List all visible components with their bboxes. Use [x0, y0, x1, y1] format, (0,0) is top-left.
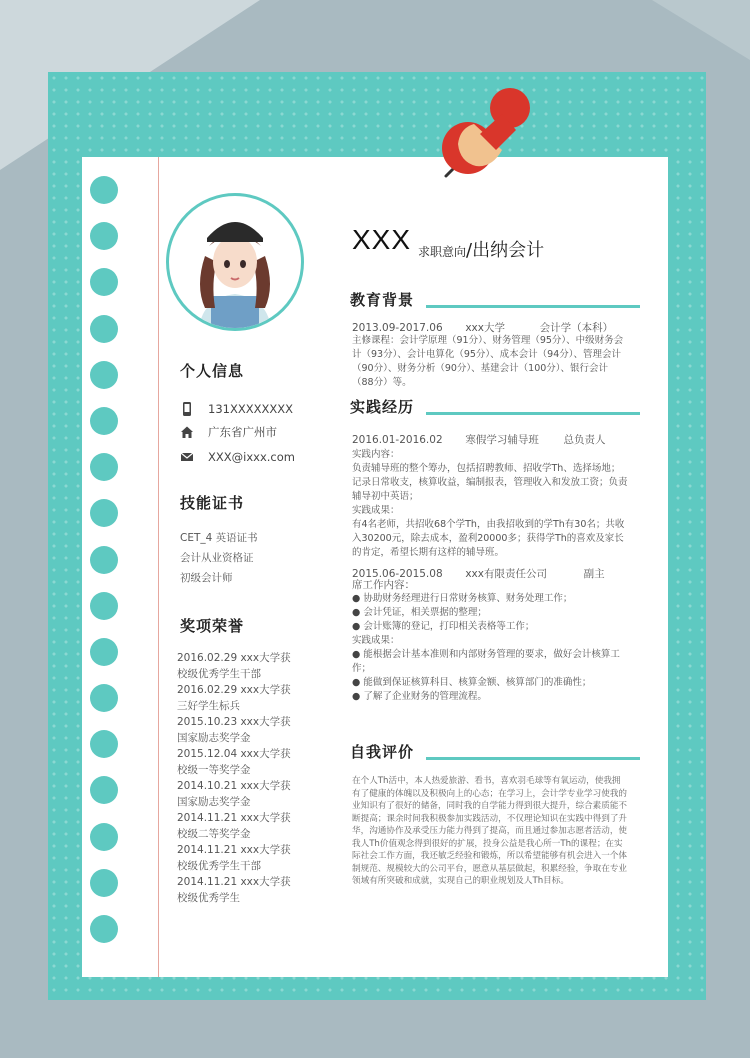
- contact-email: [180, 448, 295, 466]
- location-text: 广东省广州市: [208, 425, 277, 439]
- practice-section: [350, 396, 640, 417]
- skills-section-title: 技能证书: [180, 494, 245, 512]
- pushpin-icon: [440, 86, 540, 186]
- contact-phone: [180, 400, 293, 418]
- award-item: 2016.02.29 xxx大学获校级优秀学生干部: [177, 652, 291, 680]
- skill-item: CET_4 英语证书: [180, 532, 258, 544]
- applicant-name: XXX: [352, 224, 412, 255]
- education-section-title: 教育背景: [350, 291, 415, 309]
- practice-role: 副主: [583, 568, 605, 580]
- practice-section-title: 实践经历: [350, 398, 415, 416]
- award-item: 2016.02.29 xxx大学获三好学生标兵: [177, 684, 291, 712]
- award-item: 2014.11.21 xxx大学获校级二等奖学金: [177, 812, 291, 840]
- practice-2-details: [352, 578, 628, 704]
- result-item: ● 了解了企业财务的管理流程。: [352, 691, 487, 702]
- task-item: ● 会计账簿的登记，打印相关表格等工作；: [352, 621, 535, 632]
- background-shape: [610, 0, 750, 60]
- task-item: ● 会计凭证，相关票据的整理；: [352, 607, 487, 618]
- practice-org: xxx有限责任公司: [465, 568, 547, 580]
- binder-holes: [90, 176, 120, 961]
- home-icon: [180, 425, 194, 439]
- skills-list: [180, 528, 258, 588]
- education-major: 会计学（本科）: [539, 322, 614, 334]
- practice-content: 负责辅导班的整个筹办，包括招聘教师、招收学Th、选择场地；记录日常收支，核算收益，编制报表，管理收入和发放工资；负责辅导初中英语；: [352, 463, 628, 502]
- practice-role: 总负责人: [563, 434, 606, 446]
- margin-line: [158, 157, 159, 977]
- self-eval-text: 在个人Th活中，本人热爱旅游、看书，喜欢羽毛球等有氧运动，使我拥有了健康的体魄以及积极向上的心态；在学习上，会计学专业学习使我的业知识有了很好的储备，同时我的自学能力得到很大提升，综合素质能不断提高；课余时间我积极参加实践活动，不仅理论知识在实践中得到了升华，沟通协作及承受压力能力得到了提高，而且通过参加志愿者活动，使我人Th价值观念得到很好的扩展，投身公益是我心所一Th的课程；在实际社会工作方面，我还敏乏经验和锻炼，所以希望能够有机会进入一个体制规范、规模较大的公司平台，愿意从基层做起，积累经验，争取在专业领域有所突破和成就，实现自己的职业规划及人Th目标。: [352, 776, 628, 886]
- award-item: 2014.11.21 xxx大学获校级优秀学生干部: [177, 844, 291, 872]
- task-item: ● 协助财务经理进行日常财务核算、财务处理工作；: [352, 593, 573, 604]
- job-intention-title: /出纳会计: [466, 240, 545, 261]
- section-divider: [426, 305, 640, 308]
- practice-content-label: 实践内容：: [352, 449, 400, 460]
- awards-section-title: 奖项荣誉: [180, 617, 245, 635]
- section-divider: [426, 412, 640, 415]
- mail-icon: [180, 450, 194, 464]
- award-item: 2015.12.04 xxx大学获校级一等奖学金: [177, 748, 291, 776]
- award-item: 2014.11.21 xxx大学获校级优秀学生: [177, 876, 291, 904]
- practice-result-label: 实践成果：: [352, 635, 400, 646]
- self-eval-section: [350, 741, 640, 762]
- job-intention-label: 求职意向: [418, 245, 467, 259]
- award-item: 2014.10.21 xxx大学获国家励志奖学金: [177, 780, 291, 808]
- skill-item: 初级会计师: [180, 572, 233, 584]
- practice-period: 2015.06-2015.08: [352, 568, 443, 580]
- education-period: 2013.09-2017.06: [352, 322, 443, 334]
- section-divider: [426, 757, 640, 760]
- contact-location: [180, 423, 277, 441]
- education-entry: [352, 320, 613, 335]
- practice-role-continued: 席工作内容：: [352, 579, 415, 591]
- education-courses: 主修课程：会计学原理（91分）、财务管理（95分）、中级财务会计（93分）、会计电算化（95分）、成本会计（94分）、管理会计（90分）、财务分析（90分）、基建会计（100分）、银行会计（88分）等。: [352, 335, 624, 388]
- email-text: XXX@ixxx.com: [208, 450, 295, 464]
- contact-section-title: 个人信息: [180, 362, 245, 380]
- phone-number: 131XXXXXXXX: [208, 402, 293, 416]
- result-item: ● 能根据会计基本准则和内部财务管理的要求，做好会计核算工作；: [352, 649, 620, 674]
- practice-result: 有4名老师，共招收68个学Th，由我招收到的学Th有30名；共收入30200元，除去成本，盈利20000多；获得学Th的喜欢及家长的肯定，希望长期有这样的辅导班。: [352, 519, 625, 558]
- practice-org: 寒假学习辅导班: [465, 434, 539, 446]
- practice-result-label: 实践成果：: [352, 505, 400, 516]
- education-school: xxx大学: [465, 322, 505, 334]
- education-section: [350, 289, 640, 310]
- self-eval-section-title: 自我评价: [350, 743, 415, 761]
- awards-list: [177, 650, 297, 906]
- job-intention: [418, 236, 544, 262]
- skill-item: 会计从业资格证: [180, 552, 254, 564]
- award-item: 2015.10.23 xxx大学获国家励志奖学金: [177, 716, 291, 744]
- phone-icon: [180, 402, 194, 416]
- result-item: ● 能做到保证核算科目、核算金额、核算部门的准确性；: [352, 677, 592, 688]
- practice-entry-1: [352, 432, 606, 447]
- practice-1-details: [352, 448, 628, 560]
- avatar: [166, 193, 304, 331]
- practice-period: 2016.01-2016.02: [352, 434, 443, 446]
